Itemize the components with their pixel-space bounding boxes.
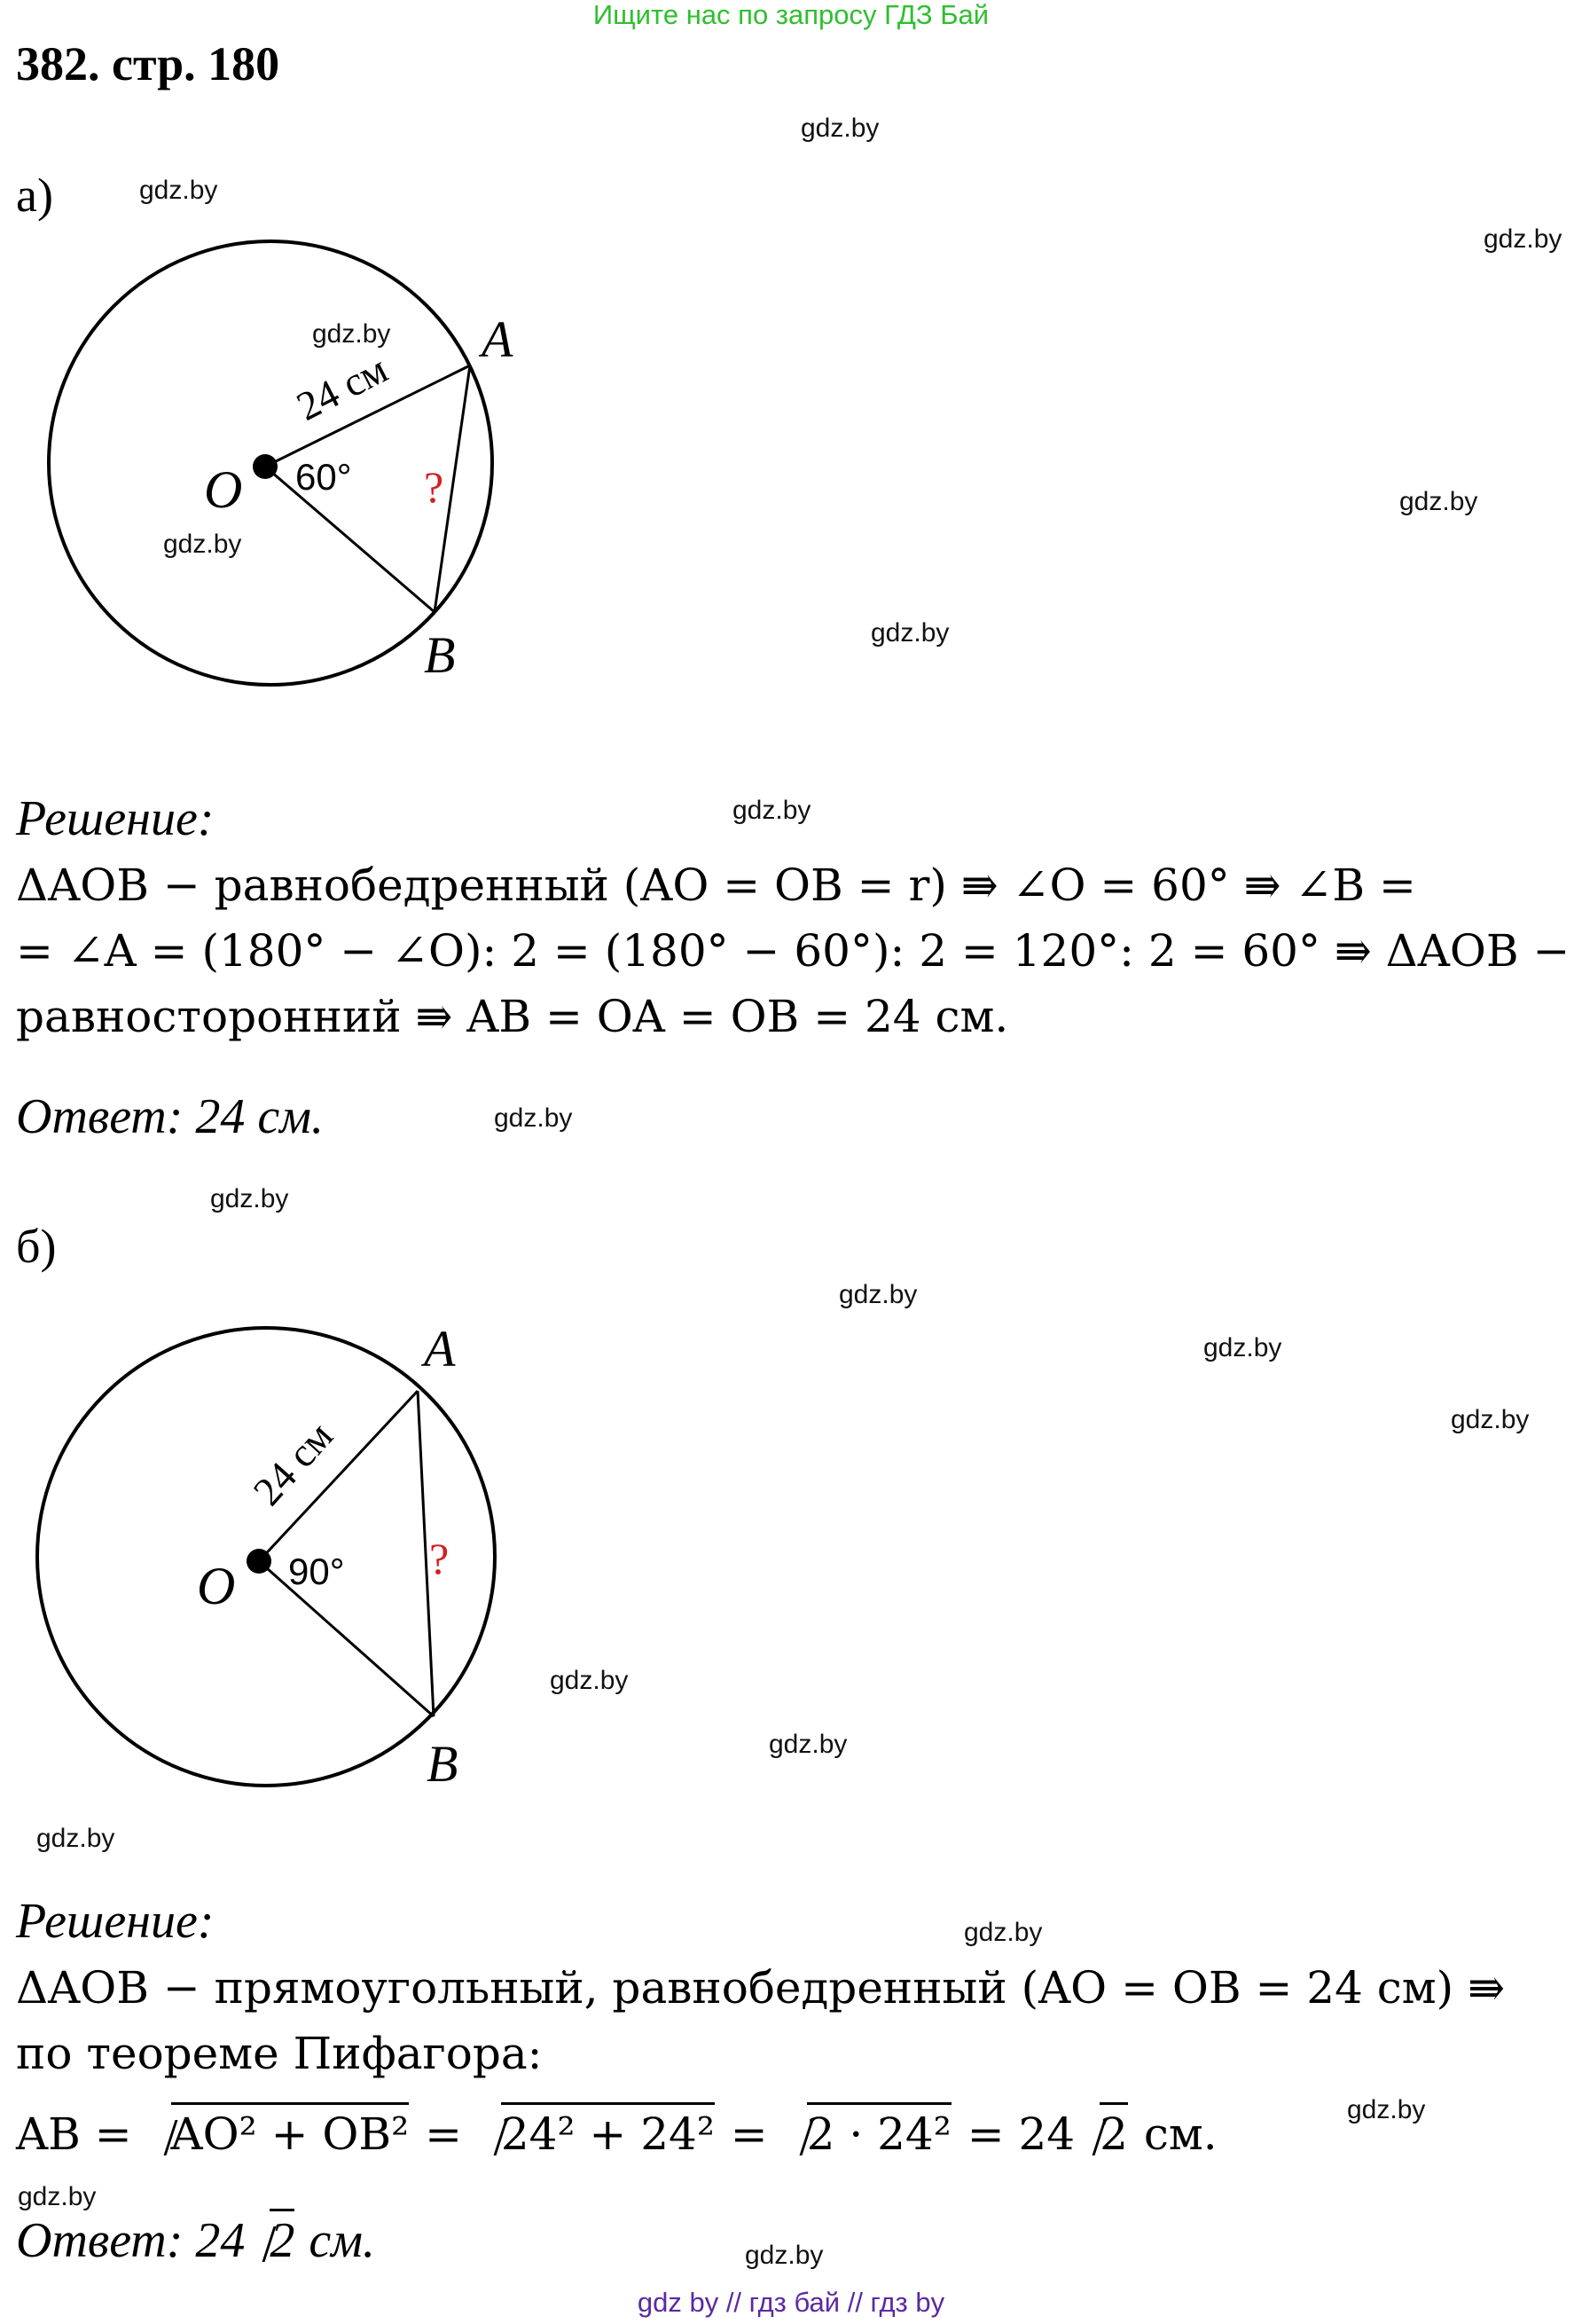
formula-lhs: AB = <box>16 2108 132 2160</box>
answer-b <box>16 2209 375 2268</box>
sqrt-2 <box>476 2102 717 2162</box>
radicand-3: 2 · 24² <box>807 2102 952 2162</box>
answer-b-suffix: см. <box>309 2213 375 2268</box>
radicand-1: AO² + OB² <box>171 2102 410 2162</box>
formula-unit: см. <box>1143 2108 1218 2160</box>
formula-eq-3: = 24 <box>967 2108 1076 2160</box>
radius-label-a: 24 см <box>289 345 395 429</box>
segment-ob-b <box>259 1561 434 1716</box>
watermark: gdz.by <box>139 176 218 205</box>
question-mark-a: ? <box>424 462 444 512</box>
top-banner[interactable]: Ищите нас по запросу ГДЗ Бай <box>592 0 990 30</box>
point-a-label-b: A <box>424 1320 456 1378</box>
pythagoras-formula <box>16 2102 1218 2162</box>
watermark: gdz.by <box>964 1918 1043 1947</box>
watermark: gdz.by <box>550 1666 629 1695</box>
bottom-links[interactable]: gdz by // гдз бай // гдз by <box>637 2287 945 2318</box>
sqrt-1 <box>146 2102 411 2162</box>
watermark: gdz.by <box>769 1730 848 1759</box>
watermark: gdz.by <box>312 319 391 349</box>
part-b-label: б) <box>16 1220 57 1273</box>
center-point-a <box>253 454 278 479</box>
center-label-a: O <box>204 460 243 519</box>
radius-label-b: 24 см <box>244 1413 342 1514</box>
watermark: gdz.by <box>210 1184 289 1213</box>
watermark: gdz.by <box>1203 1333 1282 1362</box>
solution-line-a-2: = ∠A = (180° − ∠O): 2 = (180° − 60°): 2 = 120°: 2 = 60° ⇛ ΔAOB − <box>16 925 1570 977</box>
watermark: gdz.by <box>839 1280 918 1309</box>
center-label-b: O <box>197 1557 236 1615</box>
watermark: gdz.by <box>18 2182 97 2211</box>
point-a-label-a: A <box>482 310 513 368</box>
watermark: gdz.by <box>745 2241 824 2270</box>
answer-b-sqrt <box>245 2209 296 2268</box>
point-b-label-a: B <box>424 626 456 684</box>
watermark: gdz.by <box>36 1824 115 1853</box>
center-point-b <box>247 1549 271 1574</box>
angle-label-b: 90° <box>288 1551 345 1592</box>
point-b-label-b: B <box>427 1735 458 1793</box>
solution-line-a-1: ΔAOB − равнобедренный (AO = OB = r) ⇛ ∠O = 60° ⇛ ∠B = <box>16 860 1416 911</box>
sqrt-4 <box>1075 2102 1130 2162</box>
watermark: gdz.by <box>1451 1405 1530 1434</box>
part-a-label: а) <box>16 169 53 222</box>
solution-line-b-2: по теореме Пифагора: <box>16 2028 543 2079</box>
solution-line-b-1: ΔAOB − прямоугольный, равнобедренный (AO = OB = 24 см) ⇛ <box>16 1962 1505 2014</box>
radicand-4: 2 <box>1100 2102 1128 2162</box>
solution-line-a-3: равносторонний ⇛ AB = OA = OB = 24 см. <box>16 991 1009 1042</box>
watermark: gdz.by <box>1484 224 1562 254</box>
watermark: gdz.by <box>801 114 880 143</box>
formula-eq-1: = <box>425 2108 462 2160</box>
sqrt-3 <box>782 2102 953 2162</box>
radicand-2: 24² + 24² <box>501 2102 715 2162</box>
formula-eq-2: = <box>730 2108 768 2160</box>
question-mark-b: ? <box>429 1534 450 1583</box>
answer-b-radicand: 2 <box>270 2209 294 2268</box>
figure-a <box>49 241 513 685</box>
solution-heading-a: Решение: <box>16 791 215 846</box>
figure-b <box>37 1320 495 1793</box>
page-title: 382. стр. 180 <box>16 37 280 90</box>
watermark: gdz.by <box>494 1103 573 1133</box>
watermark: gdz.by <box>1399 487 1478 516</box>
watermark: gdz.by <box>1347 2095 1426 2124</box>
watermark: gdz.by <box>732 796 811 825</box>
watermark: gdz.by <box>871 618 950 648</box>
angle-label-a: 60° <box>295 456 352 498</box>
answer-b-prefix: Ответ: 24 <box>16 2213 246 2268</box>
answer-a: Ответ: 24 см. <box>16 1089 324 1144</box>
solution-heading-b: Решение: <box>16 1894 215 1949</box>
watermark: gdz.by <box>163 530 242 559</box>
